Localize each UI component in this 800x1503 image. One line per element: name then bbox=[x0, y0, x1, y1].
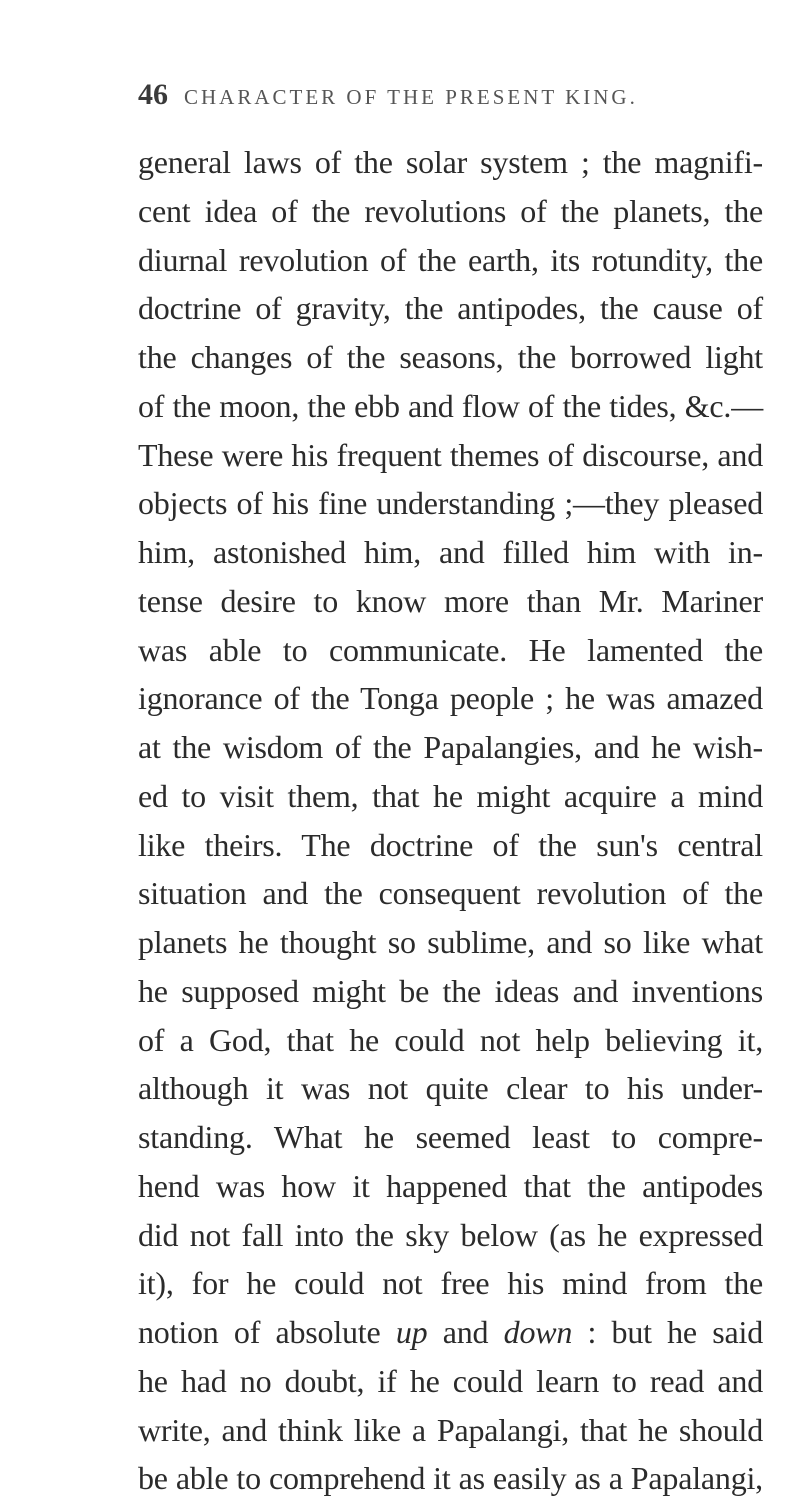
body-paragraph bbox=[138, 138, 763, 1503]
text-line: objects of his fine understanding ;—they pleased bbox=[138, 485, 763, 522]
text-line: like theirs. The doctrine of the sun's central bbox=[138, 826, 763, 863]
text-line: him, astonished him, and filled him with in- bbox=[138, 534, 763, 570]
text-line: he supposed might be the ideas and inventions bbox=[138, 972, 763, 1009]
text-line: cent idea of the revolutions of the planets, the bbox=[138, 192, 763, 229]
italic-word-up: up bbox=[395, 1314, 428, 1350]
text-line: general laws of the solar system ; the magnifi- bbox=[138, 144, 763, 180]
text-line: at the wisdom of the Papalangies, and he wish- bbox=[138, 729, 763, 765]
text-line: the changes of the seasons, the borrowed light bbox=[138, 339, 763, 375]
text-line: diurnal revolution of the earth, its rotundity, the bbox=[138, 241, 763, 278]
text-line: doctrine of gravity, the antipodes, the cause of bbox=[138, 290, 763, 327]
page-number: 46 bbox=[138, 78, 168, 111]
text-line: standing. What he seemed least to compre- bbox=[138, 1119, 763, 1155]
text-line: situation and the consequent revolution of the bbox=[138, 875, 763, 912]
text-line: was able to communicate. He lamented the bbox=[138, 631, 763, 668]
text-line: did not fall into the sky below (as he expressed bbox=[138, 1216, 763, 1253]
text-line: although it was not quite clear to his under- bbox=[138, 1070, 763, 1107]
text-line-with-italics bbox=[138, 1308, 763, 1357]
running-title: CHARACTER OF THE PRESENT KING. bbox=[184, 85, 638, 109]
running-head bbox=[138, 78, 738, 118]
text-line: planets he thought so sublime, and so like what bbox=[138, 924, 763, 960]
text-line: These were his frequent themes of discourse, and bbox=[138, 436, 763, 473]
text-line: it), for he could not free his mind from the bbox=[138, 1265, 763, 1302]
text-run: : but he said bbox=[572, 1314, 763, 1350]
text-line: of a God, that he could not help believing it, bbox=[138, 1021, 763, 1058]
text-run: and bbox=[427, 1314, 504, 1350]
text-line: he had no doubt, if he could learn to read and bbox=[138, 1362, 763, 1399]
text-line: tense desire to know more than Mr. Mariner bbox=[138, 582, 763, 619]
text-line: write, and think like a Papalangi, that he should bbox=[138, 1411, 763, 1448]
text-line: be able to comprehend it as easily as a Papalangi, bbox=[138, 1460, 763, 1497]
text-line: hend was how it happened that the antipodes bbox=[138, 1167, 763, 1204]
text-run: notion of absolute bbox=[138, 1314, 396, 1350]
italic-word-down: down bbox=[503, 1314, 573, 1350]
text-line: ignorance of the Tonga people ; he was amazed bbox=[138, 680, 763, 717]
text-line: ed to visit them, that he might acquire a mind bbox=[138, 777, 763, 814]
text-line: of the moon, the ebb and flow of the tides, &c.— bbox=[138, 387, 763, 424]
